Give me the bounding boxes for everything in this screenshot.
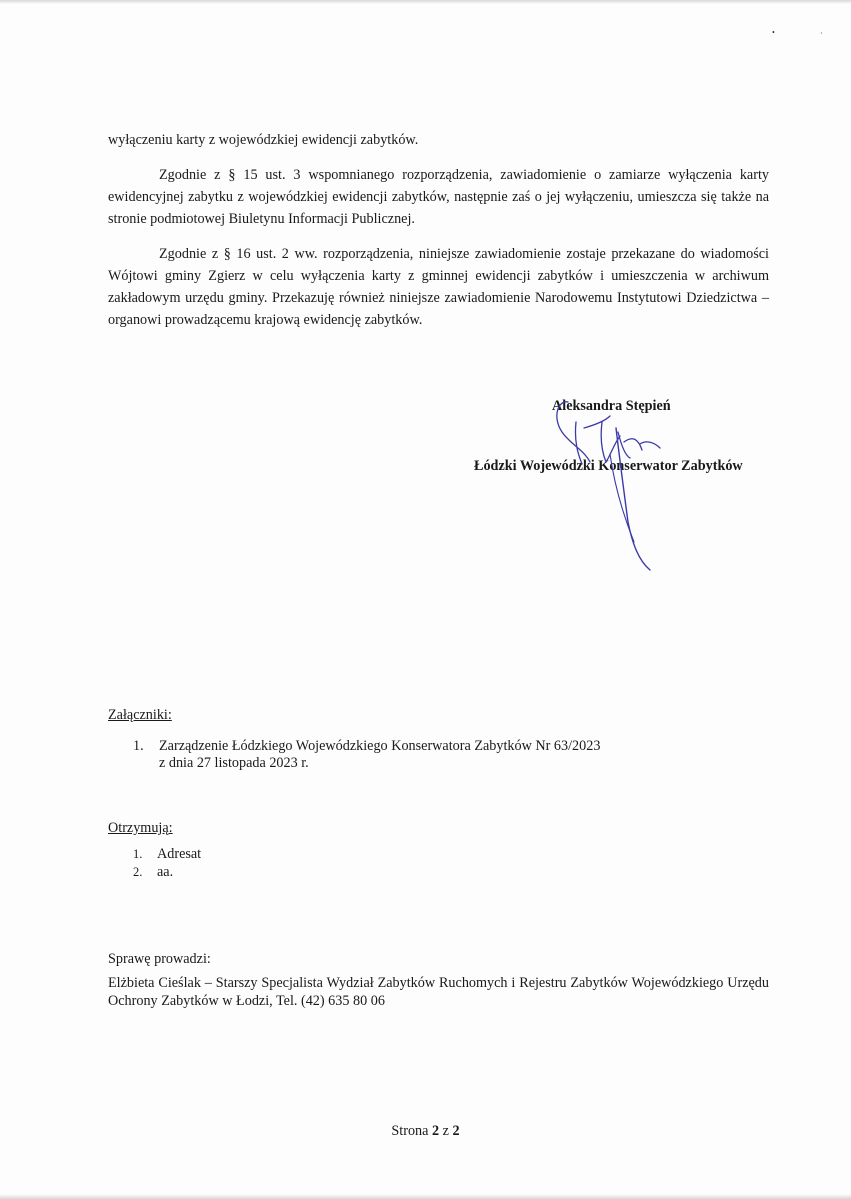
scan-top-edge — [0, 0, 851, 4]
list-number: 1. — [133, 738, 144, 754]
page-current: 2 — [432, 1123, 440, 1139]
attachment-title: Zarządzenie Łódzkiego Wojewódzkiego Konserwatora Zabytków Nr 63/2023 — [159, 738, 601, 754]
page-label: Strona — [391, 1123, 429, 1139]
recipient-name: Adresat — [157, 846, 202, 862]
paragraph-notification: Zgodnie z § 16 ust. 2 ww. rozporządzenia, niniejsze zawiadomienie zostaje przekazane do wiadomości Wójtowi gminy Zgierz w celu wyłączenia karty z gminnej ewidencji zabytków i umieszczenia w archiwum zakładowym urzędu gminy. Przekazuję również niniejsze zawiadomienie Narodowemu Instytutowi Dziedzictwa – organowi prowadzącemu krajową ewidencję zabytków. — [108, 246, 769, 328]
page-separator: z — [442, 1123, 449, 1139]
recipients-heading: Otrzymują: — [108, 820, 173, 836]
scan-speck: • — [772, 28, 775, 37]
scan-bottom-edge — [0, 1194, 851, 1199]
handler-details: Elżbieta Cieślak – Starszy Specjalista Wydział Zabytków Ruchomych i Rejestru Zabytków Wojewódzkiego Urzędu Ochrony Zabytków w Łodzi, Tel. (42) 635 80 06 — [108, 975, 769, 1009]
list-number: 2. — [133, 865, 143, 879]
paragraph-bip: Zgodnie z § 15 ust. 3 wspomnianego rozporządzenia, zawiadomienie o zamiarze wyłączenia karty ewidencyjnej zabytku z wojewódzkiej ewidencji zabytków, następnie zaś o jej wyłączeniu, umieszcza się także na stronie podmiotowej Biuletynu Informacji Publicznej. — [108, 167, 769, 227]
recipient-name: aa. — [157, 864, 174, 880]
page-number — [0, 1123, 851, 1140]
attachments-list — [108, 735, 769, 779]
signatory-title: Łódzki Wojewódzki Konserwator Zabytków — [474, 458, 743, 474]
scan-speck: · — [820, 29, 823, 38]
body-text — [108, 129, 769, 331]
signatory-name: Aleksandra Stępień — [552, 398, 671, 414]
handler-label: Sprawę prowadzi: — [108, 951, 211, 967]
intro-line: wyłączeniu karty z wojewódzkiej ewidencji zabytków. — [108, 132, 419, 148]
list-item — [108, 735, 769, 779]
page-total: 2 — [452, 1123, 460, 1139]
attachment-date: z dnia 27 listopada 2023 r. — [159, 755, 309, 771]
handwritten-signature — [550, 392, 695, 574]
attachments-heading: Załączniki: — [108, 707, 172, 723]
list-number: 1. — [133, 847, 143, 861]
